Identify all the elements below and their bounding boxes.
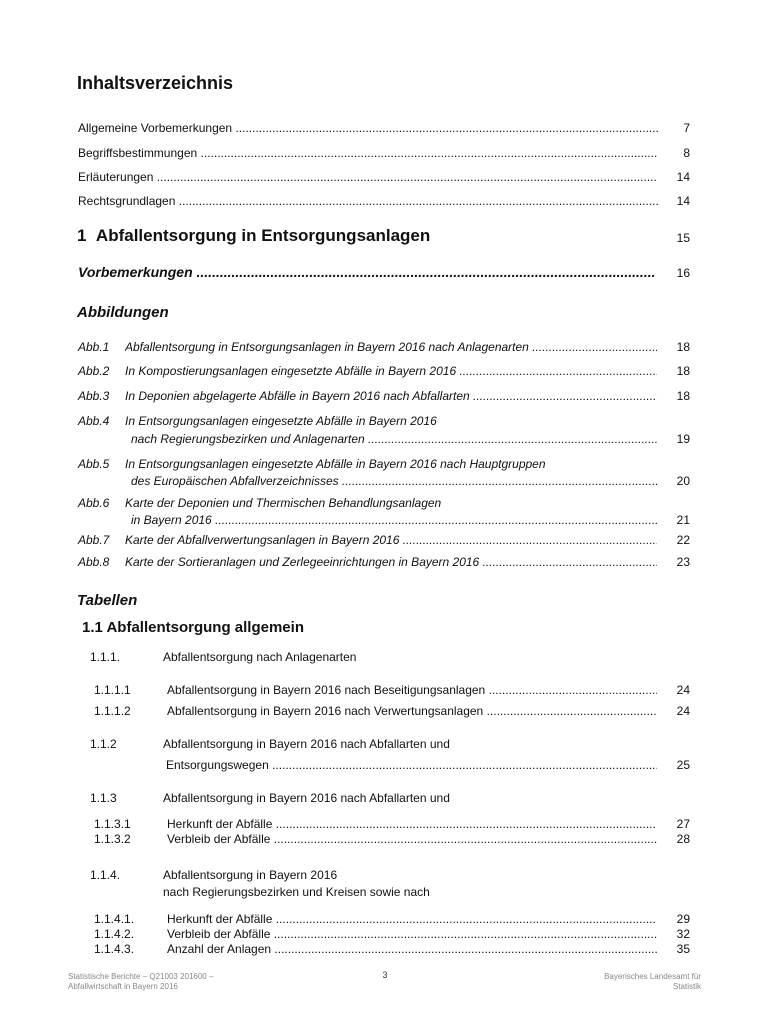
table-page: 29: [676, 912, 690, 926]
figure-title[interactable]: Abfallentsorgung in Entsorgungsanlagen in Bayern 2016 nach Anlagenarten .....: [125, 340, 657, 354]
table-page: 32: [676, 927, 690, 941]
figure-title[interactable]: Karte der Deponien und Thermischen Behandlungsanlagen: [125, 496, 442, 510]
figure-title-continued[interactable]: nach Regierungsbezirken und Anlagenarten .....: [131, 432, 657, 446]
table-group-title[interactable]: Abfallentsorgung in Bayern 2016: [163, 868, 338, 882]
page-number: 3: [382, 970, 388, 980]
figure-page: 22: [676, 533, 690, 547]
table-number: 1.1.3: [90, 791, 117, 805]
footer-right: [560, 972, 701, 992]
figure-title[interactable]: In Kompostierungsanlagen eingesetzte Abfälle in Bayern 2016 .....: [125, 364, 657, 378]
table-group-title-continued[interactable]: nach Regierungsbezirken und Kreisen sowie nach: [163, 885, 430, 899]
table-group-title[interactable]: Abfallentsorgung nach Anlagenarten: [163, 650, 357, 664]
figure-title[interactable]: Karte der Abfallverwertungsanlagen in Bayern 2016 .....: [125, 533, 657, 547]
table-page: 27: [676, 817, 690, 831]
footer-publisher: Bayerisches Landesamt für: [604, 972, 701, 981]
figure-page: 18: [676, 364, 690, 378]
table-page: 24: [676, 683, 690, 697]
toc-entry-label[interactable]: Allgemeine Vorbemerkungen .....: [78, 121, 658, 135]
table-title[interactable]: Verbleib der Abfälle .....: [167, 927, 657, 941]
table-number: 1.1.4.1.: [94, 912, 135, 926]
abbildungen-heading: Abbildungen: [77, 304, 169, 321]
figure-page: 21: [676, 513, 690, 527]
figure-number: Abb.3: [78, 389, 110, 403]
table-title-continued[interactable]: Entsorgungswegen .....: [166, 758, 657, 772]
table-number: 1.1.2: [90, 737, 117, 751]
table-number: 1.1.3.2: [94, 832, 131, 846]
vorbemerkungen-page: 16: [676, 266, 690, 280]
figure-number: Abb.6: [78, 496, 110, 510]
table-title[interactable]: Herkunft der Abfälle .....: [167, 912, 657, 926]
table-title[interactable]: Anzahl der Anlagen .....: [167, 942, 657, 956]
table-number: 1.1.4.: [90, 868, 121, 882]
table-number: 1.1.3.1: [94, 817, 131, 831]
vorbemerkungen-entry[interactable]: Vorbemerkungen .....: [78, 264, 656, 280]
table-number: 1.1.4.3.: [94, 942, 135, 956]
figure-number: Abb.7: [78, 533, 110, 547]
table-title[interactable]: Herkunft der Abfälle .....: [167, 817, 657, 831]
toc-entry-page: 7: [683, 121, 690, 135]
table-title[interactable]: Abfallentsorgung in Bayern 2016 nach Beseitigungsanlagen .....: [167, 683, 657, 697]
figure-number: Abb.8: [78, 555, 110, 569]
figure-number: Abb.5: [78, 457, 110, 471]
table-group-title[interactable]: Abfallentsorgung in Bayern 2016 nach Abfallarten und: [163, 791, 450, 805]
figure-number: Abb.2: [78, 364, 110, 378]
table-page: 28: [676, 832, 690, 846]
figure-title-continued[interactable]: des Europäischen Abfallverzeichnisses .....: [131, 474, 657, 488]
toc-entry-label[interactable]: Begriffsbestimmungen .....: [78, 146, 658, 160]
table-page: 25: [676, 758, 690, 772]
figure-number: Abb.1: [78, 340, 110, 354]
table-number: 1.1.1.2: [94, 704, 131, 718]
figure-page: 18: [676, 389, 690, 403]
footer-subtitle: Abfallwirtschaft in Bayern 2016: [68, 982, 178, 991]
figure-title[interactable]: Karte der Sortieranlagen und Zerlegeeinrichtungen in Bayern 2016 .....: [125, 555, 657, 569]
table-title[interactable]: Abfallentsorgung in Bayern 2016 nach Abfallarten und: [163, 737, 450, 751]
figure-title-continued[interactable]: in Bayern 2016 .....: [131, 513, 657, 527]
figure-page: 20: [676, 474, 690, 488]
figure-title[interactable]: In Entsorgungsanlagen eingesetzte Abfälle in Bayern 2016 nach Hauptgruppen: [125, 457, 546, 471]
chapter-number: 1: [77, 226, 87, 245]
table-number: 1.1.1.: [90, 650, 121, 664]
page-title: Inhaltsverzeichnis: [77, 73, 234, 93]
chapter-page: 15: [676, 231, 690, 245]
table-page: 35: [676, 942, 690, 956]
toc-entry-page: 14: [676, 170, 690, 184]
table-number: 1.1.4.2.: [94, 927, 135, 941]
figure-page: 23: [676, 555, 690, 569]
chapter-heading[interactable]: [77, 226, 430, 246]
table-page: 24: [676, 704, 690, 718]
figure-page: 19: [676, 432, 690, 446]
footer-left: [68, 972, 213, 992]
figure-page: 18: [676, 340, 690, 354]
toc-entry-label[interactable]: Erläuterungen .....: [78, 170, 658, 184]
footer-publication: Statistische Berichte – Q21003 201600 –: [68, 972, 214, 981]
chapter-title: Abfallentsorgung in Entsorgungsanlagen: [95, 226, 431, 245]
figure-number: Abb.4: [78, 414, 110, 428]
toc-entry-label[interactable]: Rechtsgrundlagen .....: [78, 194, 658, 208]
tabellen-heading: Tabellen: [77, 592, 138, 609]
toc-entry-page: 14: [676, 194, 690, 208]
table-title[interactable]: Verbleib der Abfälle .....: [167, 832, 657, 846]
table-title[interactable]: Abfallentsorgung in Bayern 2016 nach Verwertungsanlagen .....: [167, 704, 657, 718]
footer-publisher-cont: Statistik: [672, 982, 701, 991]
figure-title[interactable]: In Deponien abgelagerte Abfälle in Bayern 2016 nach Abfallarten .....: [125, 389, 657, 403]
figure-title[interactable]: In Entsorgungsanlagen eingesetzte Abfälle in Bayern 2016: [125, 414, 437, 428]
section-heading: 1.1 Abfallentsorgung allgemein: [82, 619, 304, 636]
toc-entry-page: 8: [683, 146, 690, 160]
table-number: 1.1.1.1: [94, 683, 131, 697]
